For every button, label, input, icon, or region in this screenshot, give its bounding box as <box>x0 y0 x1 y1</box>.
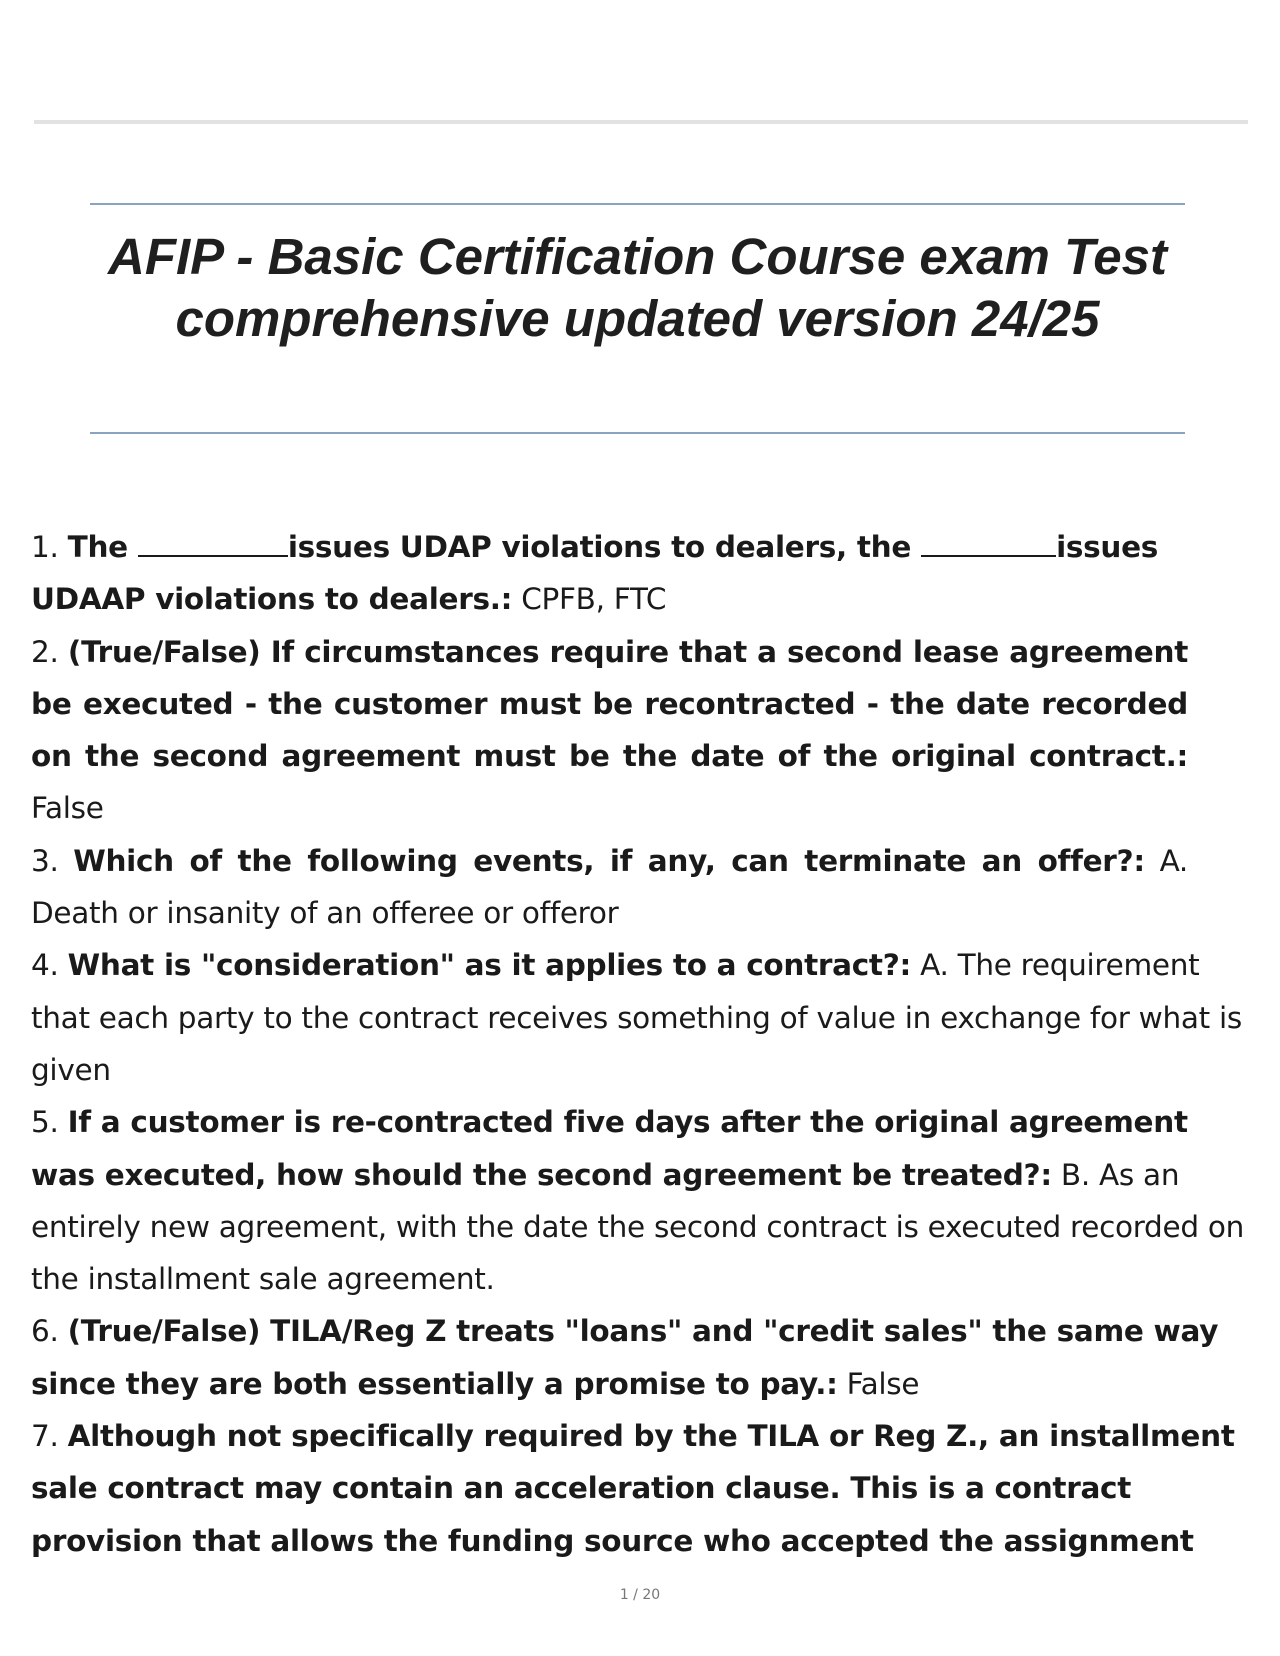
answer-text: B. As an entirely new agreement, with the date the second contract is executed recorded on the installment sale agreement. <box>31 1157 1244 1297</box>
title-rule-upper <box>90 203 1185 205</box>
question-text: Which of the following events, if any, can terminate an offer?: <box>73 843 1145 878</box>
answer-text: A. Death or insanity of an offeree or offeror <box>31 843 1189 931</box>
question-list <box>31 521 1245 1567</box>
fill-in-blank <box>921 529 1056 557</box>
question-number: 3. <box>31 843 59 878</box>
document-title: AFIP - Basic Certification Course exam Test comprehensive updated version 24/25 <box>107 228 1168 347</box>
question-item-6 <box>31 1305 1245 1410</box>
question-text: (True/False) If circumstances require that a second lease agreement be executed - the customer must be recontracted - the date recorded on the second agreement must be the date of the original contract.: <box>31 634 1188 774</box>
question-text-part1: The <box>67 530 138 564</box>
question-item-2 <box>31 626 1188 835</box>
question-text: Although not specifically required by the TILA or Reg Z., an installment sale contract may contain an acceleration clause. This is a contract provision that allows the funding source who accepted the assignment <box>31 1419 1235 1558</box>
question-item-5 <box>31 1096 1245 1305</box>
question-text: (True/False) TILA/Reg Z treats "loans" and "credit sales" the same way since they are both essentially a promise to pay.: <box>31 1314 1219 1401</box>
answer-text: A. The requirement that each party to the contract receives something of value in exchange for what is given <box>31 948 1242 1087</box>
question-text: If a customer is re-contracted five days after the original agreement was executed, how should the second agreement be treated?: <box>31 1105 1188 1192</box>
question-number: 7. <box>31 1419 59 1454</box>
top-divider <box>34 120 1248 124</box>
question-item-3 <box>31 835 1188 940</box>
question-number: 4. <box>31 948 59 983</box>
answer-text: CPFB, FTC <box>521 582 667 617</box>
fill-in-blank <box>138 529 288 557</box>
question-text: What is "consideration" as it applies to a contract?: <box>67 948 912 983</box>
question-text-part3: issues UDAAP violations to dealers.: <box>31 530 1159 617</box>
answer-text: False <box>846 1366 920 1401</box>
question-number: 2. <box>31 634 59 669</box>
question-number: 6. <box>31 1314 59 1349</box>
question-item-1 <box>31 521 1245 626</box>
title-rule-lower <box>90 432 1185 434</box>
page-number: 1 / 20 <box>619 1587 661 1603</box>
question-number: 5. <box>31 1105 59 1140</box>
question-item-4 <box>31 939 1245 1096</box>
answer-text: False <box>31 791 104 826</box>
question-number: 1. <box>31 530 59 564</box>
question-item-7 <box>31 1410 1245 1567</box>
question-text-part2: issues UDAP violations to dealers, the <box>287 530 922 564</box>
